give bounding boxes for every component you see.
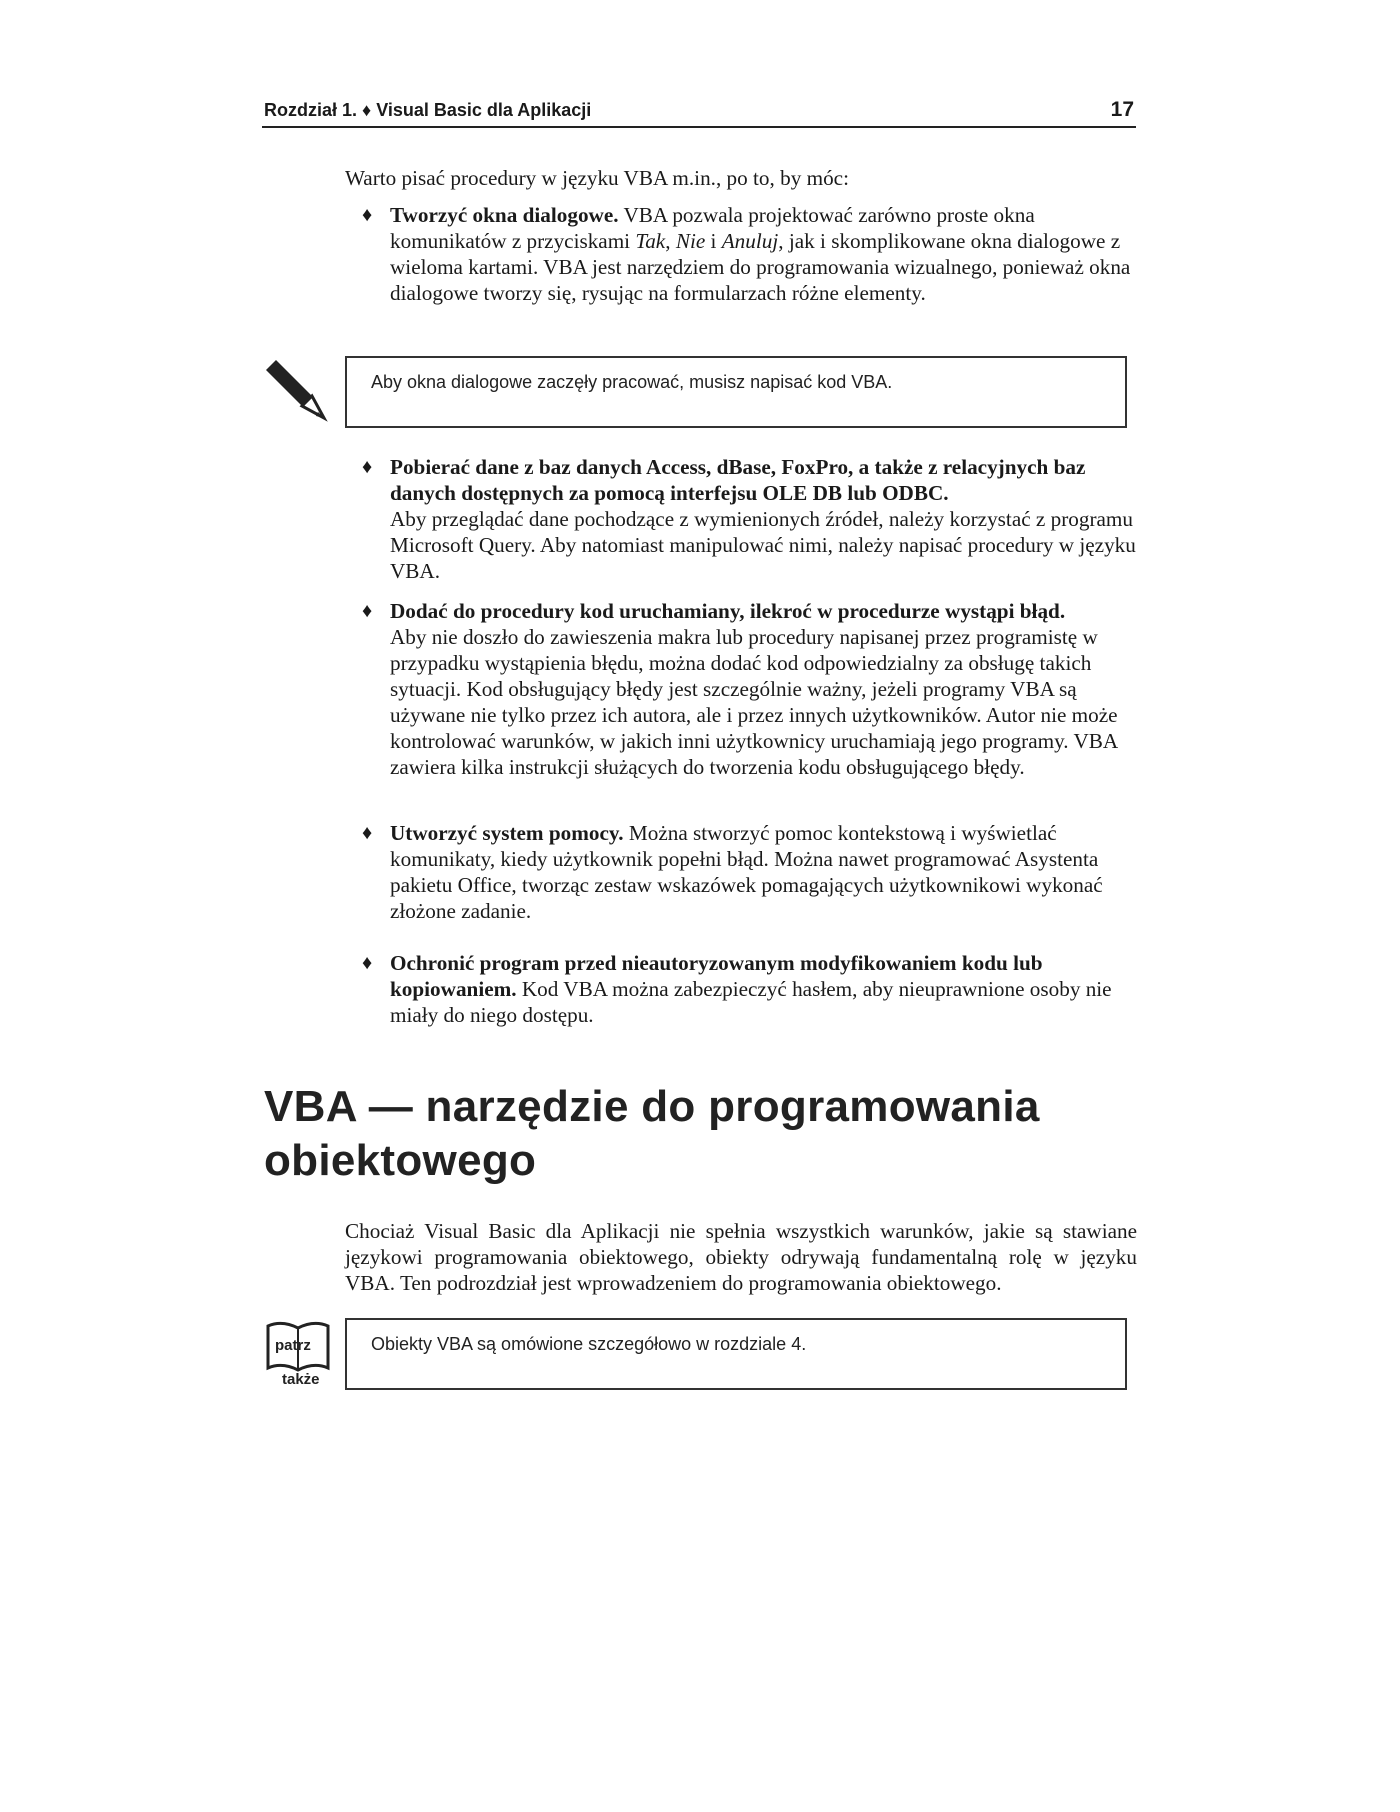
item-text: i: [705, 229, 722, 253]
list-item: [360, 950, 1140, 1028]
section-heading-line: obiektowego: [264, 1136, 537, 1185]
item-italic: Anuluj: [721, 229, 779, 253]
page-number: 17: [1110, 98, 1134, 121]
item-heading: Tworzyć okna dialogowe.: [390, 203, 619, 227]
item-heading: Dodać do procedury kod uruchamiany, ilekroć w procedurze wystąpi błąd.: [390, 599, 1066, 623]
item-text: , jak i skomplikowane okna dialogowe z wieloma kartami. VBA jest narzędziem do programowania wizualnego, ponieważ okna dialogowe tworzy się, rysując na formularzach różne elementy.: [390, 229, 1131, 305]
diamond-bullet-icon: ♦: [362, 456, 373, 478]
item-italic: Nie: [675, 229, 706, 253]
section-heading: [264, 1080, 1164, 1188]
list-item: [360, 202, 1140, 306]
item-heading: Ochronić program przed nieautoryzowanym modyfikowaniem kodu lub kopiowaniem.: [390, 951, 1043, 1001]
note-box: [345, 356, 1127, 428]
item-text: Można stworzyć pomoc kontekstową i wyświetlać komunikaty, kiedy użytkownik popełni błąd. Można nawet programować Asystenta pakietu Office, tworząc zestaw wskazówek pomagających użytkownikowi wykonać złożone zadanie.: [390, 821, 1103, 923]
diamond-bullet-icon: ♦: [362, 204, 373, 226]
item-text: Aby przeglądać dane pochodzące z wymienionych źródeł, należy korzystać z programu Microsoft Query. Aby natomiast manipulować nimi, należy napisać procedury w języku VBA.: [390, 507, 1136, 583]
item-heading: Pobierać dane z baz danych Access, dBase, FoxPro, a także z relacyjnych baz danych dostępnych za pomocą interfejsu OLE DB lub ODBC.: [390, 455, 1086, 505]
chapter-title: Rozdział 1. ♦ Visual Basic dla Aplikacji: [264, 100, 592, 120]
diamond-bullet-icon: ♦: [362, 952, 373, 974]
note-box: [345, 1318, 1127, 1390]
diamond-bullet-icon: ♦: [362, 600, 373, 622]
pencil-icon: [262, 356, 332, 426]
icon-label: patrz: [275, 1337, 311, 1354]
section-heading-line: VBA — narzędzie do programowania: [264, 1082, 1040, 1131]
bullet-list-2: [360, 454, 1140, 1028]
open-book-icon: [262, 1316, 334, 1388]
item-heading: Utworzyć system pomocy.: [390, 821, 624, 845]
list-item: [360, 454, 1140, 598]
list-item: [360, 598, 1140, 820]
list-item: [360, 820, 1140, 950]
item-text: VBA pozwala projektować zarówno proste okna komunikatów z przyciskami: [390, 203, 1035, 253]
running-header: [262, 100, 1136, 128]
diamond-bullet-icon: ♦: [362, 822, 373, 844]
item-text: Kod VBA można zabezpieczyć hasłem, aby nieuprawnione osoby nie miały do niego dostępu.: [390, 977, 1112, 1027]
note-text: Obiekty VBA są omówione szczegółowo w rozdziale 4.: [371, 1334, 807, 1354]
item-text: Aby nie doszło do zawieszenia makra lub procedury napisanej przez programistę w przypadku wystąpienia błędu, można dodać kod odpowiedzialny za obsługę takich sytuacji. Kod obsługujący błędy jest szczególnie ważny, jeżeli programy VBA są używane nie tylko przez ich autora, ale i przez innych użytkowników. Autor nie może kontrolować warunków, w jakich inni użytkownicy uruchamiają jego programy. VBA zawiera kilka instrukcji służących do tworzenia kodu obsługującego błędy.: [390, 625, 1118, 779]
intro-paragraph: Warto pisać procedury w języku VBA m.in., po to, by móc:: [345, 166, 849, 190]
bullet-list-1: [360, 202, 1140, 306]
section-paragraph: Chociaż Visual Basic dla Aplikacji nie spełnia wszystkich warunków, jakie są stawiane językowi programowania obiektowego, obiekty odrywają fundamentalną rolę w języku VBA. Ten podrozdział jest wprowadzeniem do programowania obiektowego.: [345, 1219, 1137, 1295]
note-text: Aby okna dialogowe zaczęły pracować, musisz napisać kod VBA.: [371, 372, 893, 392]
icon-label: także: [282, 1371, 320, 1388]
item-text: ,: [665, 229, 676, 253]
item-italic: Tak: [635, 229, 666, 253]
